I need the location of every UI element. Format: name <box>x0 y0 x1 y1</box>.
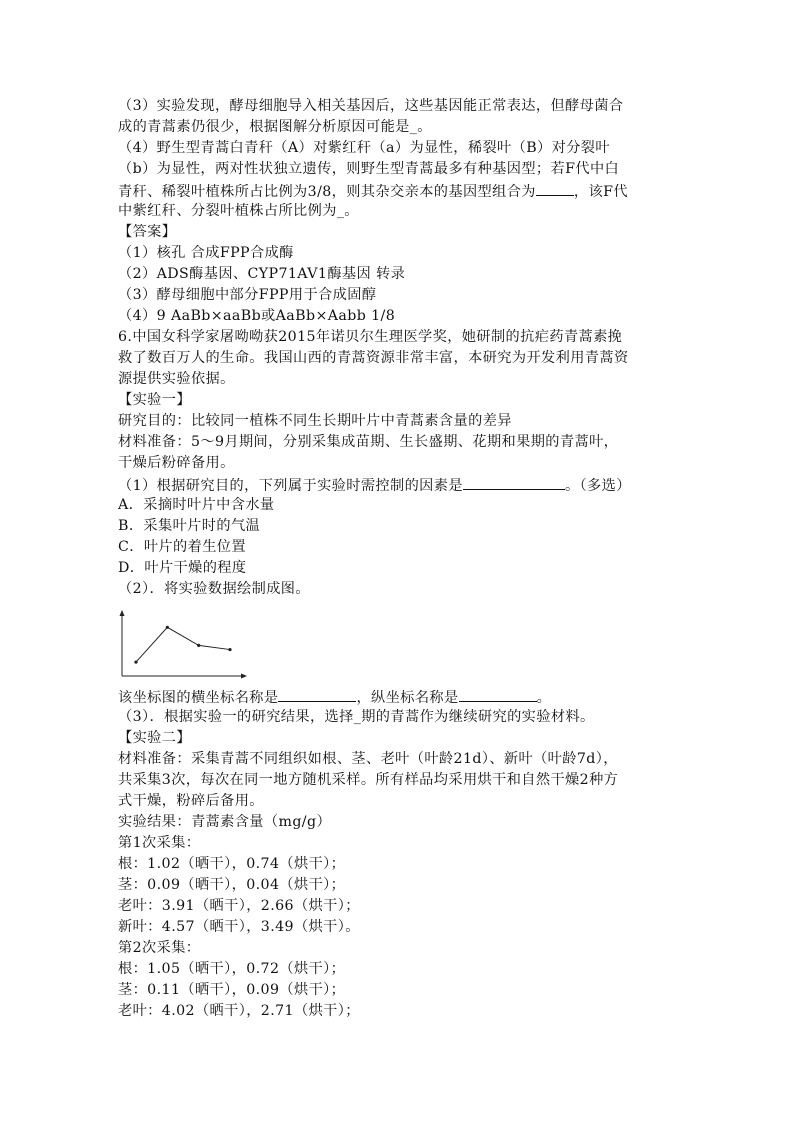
axis-question <box>118 686 678 707</box>
exp1-q2: （2）．将实验数据绘制成图。 <box>118 581 310 597</box>
exp1-q1-text: （1）根据研究目的，下列属于实验时需控制的因素是 <box>118 478 463 494</box>
answer-3: （3）酵母细胞中部分FPP用于合成固醇 <box>118 287 377 303</box>
q4-line-2: （b）为显性，两对性状独立遗传，则野生型青蒿最多有种基因型；若F代中白 <box>118 161 620 177</box>
answer-blank[interactable] <box>459 686 537 702</box>
collect2-title: 第2次采集： <box>118 940 201 956</box>
exp1-q3: （3）．根据实验一的研究结果，选择_期的青蒿作为继续研究的实验材料。 <box>118 709 595 725</box>
data-point-3 <box>197 644 200 647</box>
answer-4: （4）9 AaBb×aaBb或AaBb×Aabb 1/8 <box>118 308 396 324</box>
exp1-materials-2: 干燥后粉碎备用。 <box>118 455 235 471</box>
q4-line-1: （4）野生型青蒿白青秆（A）对紫红秆（a）为显性，稀裂叶（B）对分裂叶 <box>118 140 610 156</box>
exp1-materials-1: 材料准备：5～9月期间，分别采集成苗期、生长盛期、花期和果期的青蒿叶， <box>118 434 619 450</box>
exp2-materials-3: 式干燥，粉碎后备用。 <box>118 793 264 809</box>
collect1-stem: 茎：0.09（晒干），0.04（烘干）； <box>118 877 346 893</box>
exp1-goal: 研究目的：比较同一植株不同生长期叶片中青蒿素含量的差异 <box>118 413 512 429</box>
series-line <box>136 627 230 662</box>
collect1-old-leaf: 老叶：3.91（晒干），2.66（烘干）； <box>118 898 360 914</box>
collect1-root: 根：1.02（晒干），0.74（烘干）； <box>118 856 346 872</box>
q4-line-4: 中紫红秆、分裂叶植株占所比例为_。 <box>118 203 359 219</box>
answer-heading: 【答案】 <box>118 224 177 240</box>
axis-question-part-2: ，纵坐标名称是 <box>356 690 459 706</box>
axis-question-part-1: 该坐标图的横坐标名称是 <box>118 690 279 706</box>
q4-line-3-suffix: ，该F代 <box>573 184 628 200</box>
exp2-result-title: 实验结果：青蒿素含量（mg/g） <box>118 814 332 830</box>
y-axis-arrow <box>120 610 125 616</box>
collect2-stem: 茎：0.11（晒干），0.09（烘干）； <box>118 982 346 998</box>
data-point-1 <box>134 660 137 663</box>
q4-line-3-text: 青秆、稀裂叶植株所占比例为3/8，则其杂交亲本的基因型组合为 <box>118 184 536 200</box>
x-axis-arrow <box>241 674 247 679</box>
answer-blank[interactable] <box>278 686 356 702</box>
exp2-materials-2: 共采集3次，每次在同一地方随机采样。所有样品均采用烘干和自然干燥2种方 <box>118 772 619 788</box>
document-page <box>118 96 678 1022</box>
q3-line-1: （3）实验发现，酵母细胞导入相关基因后，这些基因能正常表达，但酵母菌合 <box>118 98 624 114</box>
collect1-title: 第1次采集： <box>118 835 201 851</box>
answer-1: （1）核孔 合成FPP合成酶 <box>118 245 294 261</box>
exp1-q1 <box>118 474 678 495</box>
answer-blank[interactable] <box>463 474 565 490</box>
option-d: D．叶片干燥的程度 <box>118 560 247 576</box>
collect2-root: 根：1.05（晒干），0.72（烘干）； <box>118 961 346 977</box>
option-c: C．叶片的着生位置 <box>118 539 246 555</box>
axis-question-part-3: 。 <box>536 690 552 706</box>
q4-line-3 <box>118 180 678 201</box>
data-point-2 <box>166 626 169 629</box>
q6-intro-2: 救了数百万人的生命。我国山西的青蒿资源非常丰富，本研究为开发利用青蒿资 <box>118 350 629 366</box>
exp1-heading: 【实验一】 <box>118 392 191 408</box>
option-a: A．采摘时叶片中含水量 <box>118 497 275 513</box>
exp1-q1-suffix: 。（多选） <box>564 478 631 494</box>
answer-2: （2）ADS酶基因、CYP71AV1酶基因 转录 <box>118 266 406 282</box>
exp2-materials-1: 材料准备：采集青蒿不同组织如根、茎、老叶（叶龄21d）、新叶（叶龄7d）， <box>118 751 618 767</box>
option-b: B．采集叶片时的气温 <box>118 518 261 534</box>
line-chart-svg <box>118 610 258 682</box>
exp2-heading: 【实验二】 <box>118 730 191 746</box>
q6-intro-3: 源提供实验依据。 <box>118 371 235 387</box>
collect1-new-leaf: 新叶：4.57（晒干），3.49（烘干）。 <box>118 919 360 935</box>
line-chart <box>118 610 678 682</box>
q3-line-2: 成的青蒿素仍很少，根据图解分析原因可能是_。 <box>118 119 432 135</box>
answer-blank[interactable] <box>536 180 574 196</box>
collect2-old-leaf: 老叶：4.02（晒干），2.71（烘干）； <box>118 1003 360 1019</box>
data-point-4 <box>228 648 231 651</box>
q6-intro-1: 6.中国女科学家屠呦呦获2015年诺贝尔生理医学奖，她研制的抗疟药青蒿素挽 <box>118 329 623 345</box>
